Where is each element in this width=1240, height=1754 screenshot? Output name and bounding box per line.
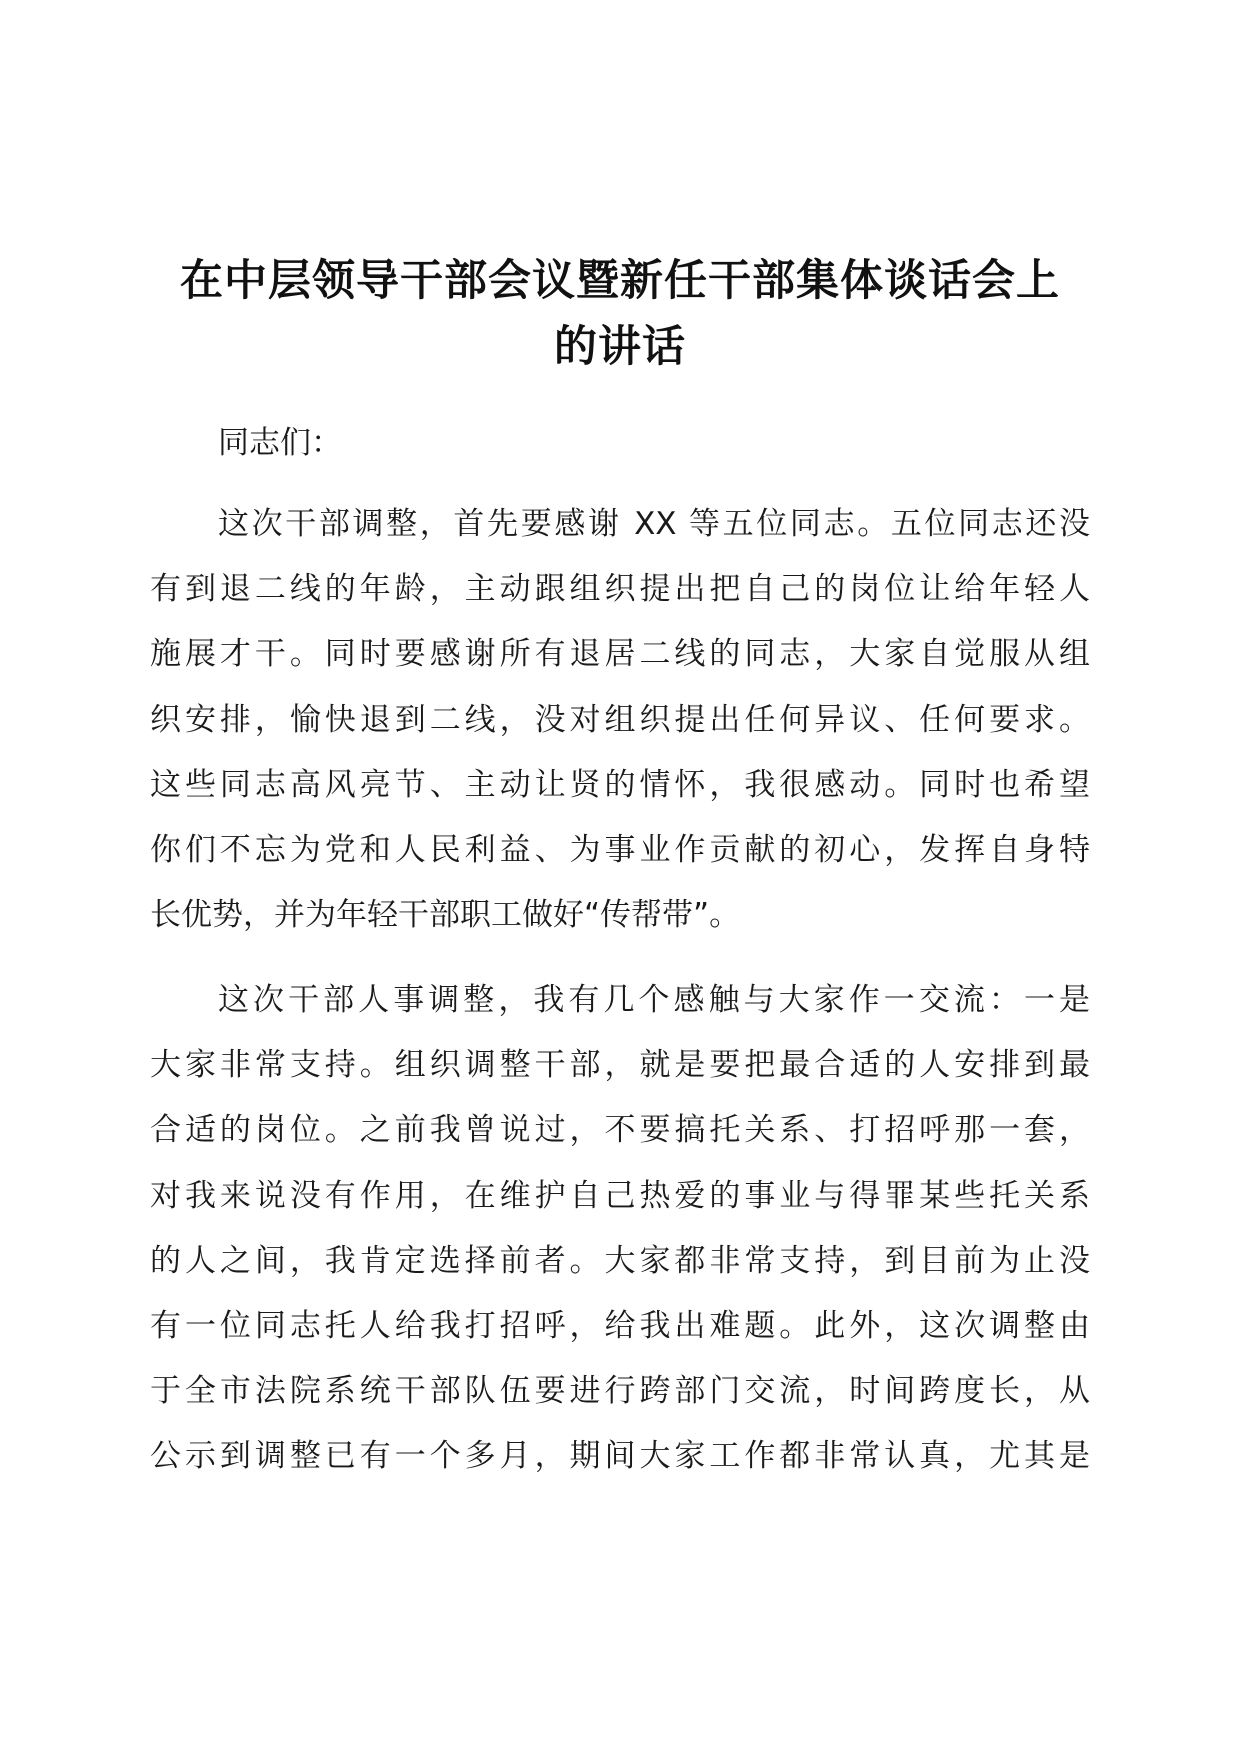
paragraph-line: 有一位同志托人给我打招呼，给我出难题。此外，这次调整由 <box>150 1308 1090 1345</box>
salutation: 同志们： <box>218 425 342 461</box>
paragraph-line: 这次干部调整，首先要感谢 XX 等五位同志。五位同志还没 <box>218 506 1090 542</box>
body-paragraph-1 <box>150 492 1090 948</box>
paragraph-line: 这些同志高风亮节、主动让贤的情怀，我很感动。同时也希望 <box>150 766 1090 803</box>
paragraph-line: 施展才干。同时要感谢所有退居二线的同志，大家自觉服从组 <box>150 636 1090 673</box>
paragraph-line: 长优势，并为年轻干部职工做好“传帮带”。 <box>150 897 741 934</box>
paragraph-line: 有到退二线的年龄，主动跟组织提出把自己的岗位让给年轻人 <box>150 571 1090 608</box>
paragraph-line: 公示到调整已有一个多月，期间大家工作都非常认真，尤其是 <box>150 1438 1090 1475</box>
paragraph-line: 你们不忘为党和人民利益、为事业作贡献的初心，发挥自身特 <box>150 832 1090 869</box>
paragraph-line: 这次干部人事调整，我有几个感触与大家作一交流：一是 <box>218 982 1090 1018</box>
paragraph-line: 合适的岗位。之前我曾说过，不要搞托关系、打招呼那一套， <box>150 1112 1090 1149</box>
paragraph-line: 于全市法院系统干部队伍要进行跨部门交流，时间跨度长，从 <box>150 1373 1090 1410</box>
body-paragraph-2 <box>150 968 1090 1490</box>
title-line: 在中层领导干部会议暨新任干部集体谈话会上 <box>180 256 1060 306</box>
document-title <box>150 248 1090 380</box>
paragraph-line: 织安排，愉快退到二线，没对组织提出任何异议、任何要求。 <box>150 701 1090 738</box>
paragraph-line: 大家非常支持。组织调整干部，就是要把最合适的人安排到最 <box>150 1047 1090 1084</box>
paragraph-line: 的人之间，我肯定选择前者。大家都非常支持，到目前为止没 <box>150 1242 1090 1279</box>
paragraph-line: 对我来说没有作用，在维护自己热爱的事业与得罪某些托关系 <box>150 1177 1090 1214</box>
title-line: 的讲话 <box>554 322 686 372</box>
